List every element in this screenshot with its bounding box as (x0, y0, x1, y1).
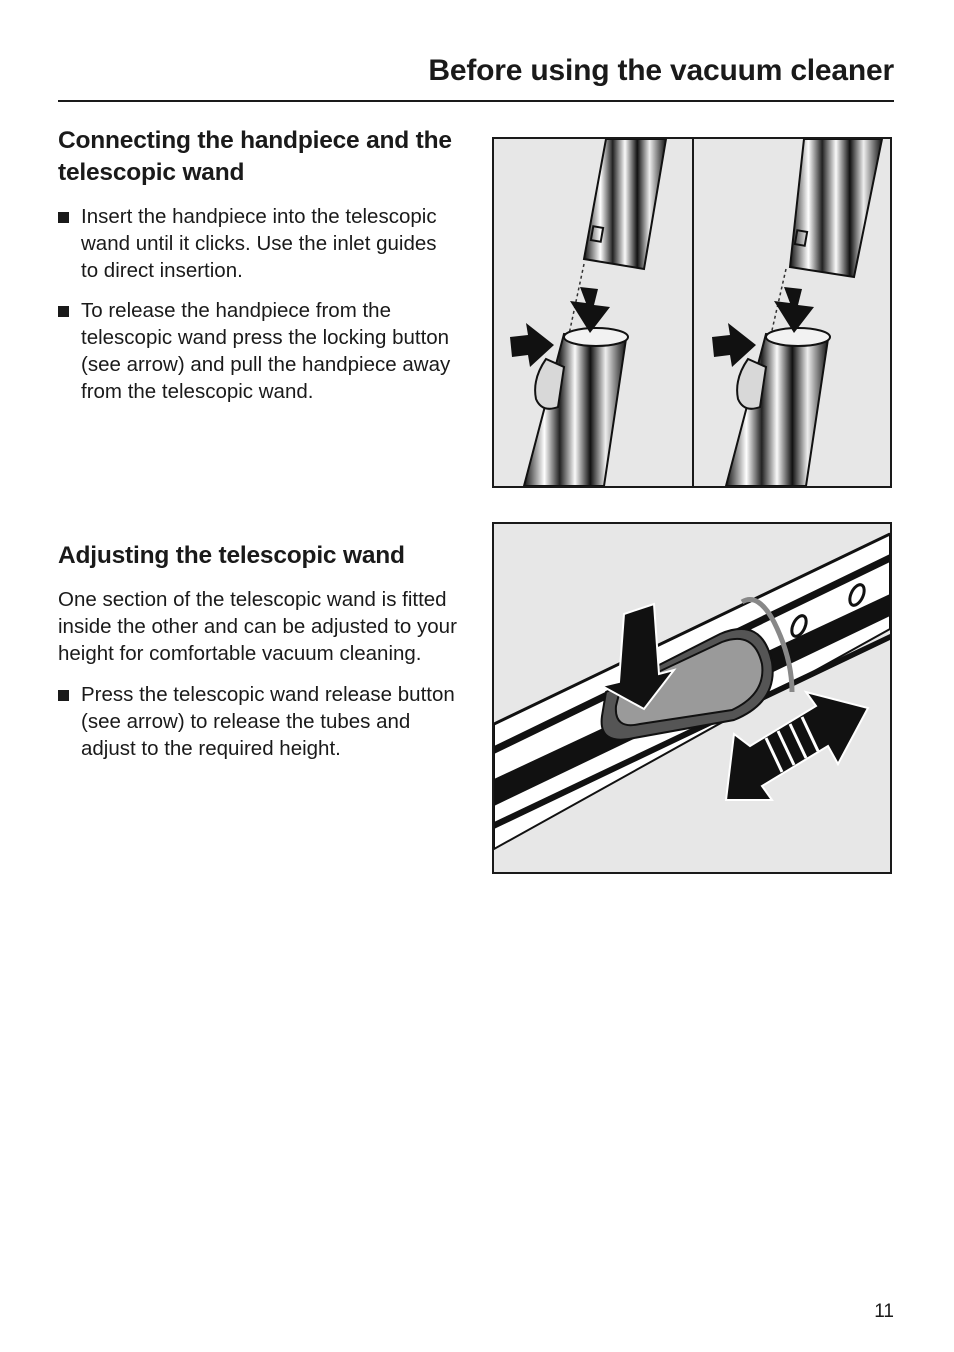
figure-handpiece-connection (492, 137, 892, 488)
panel-left (510, 139, 666, 486)
instruction-list-adjusting (58, 681, 458, 762)
instruction-list-connecting (58, 203, 458, 405)
section-connecting-handpiece (58, 125, 458, 418)
page-number: 11 (874, 1301, 894, 1322)
handpiece-illustration (494, 139, 890, 486)
arrow-down-icon (570, 287, 610, 333)
bullet-square-icon (58, 306, 69, 317)
list-item (58, 297, 458, 405)
list-item (58, 681, 458, 762)
instruction-text: Press the telescopic wand release button (see arrow) to release the tubes and adjust to the required height. (81, 683, 455, 760)
list-item (58, 203, 458, 284)
page-title: Before using the vacuum cleaner (428, 54, 894, 87)
panel-right (712, 139, 882, 486)
bullet-square-icon (58, 212, 69, 223)
instruction-text: To release the handpiece from the telescopic wand press the locking button (see arrow) and pull the handpiece away from the telescopic wand. (81, 299, 451, 403)
section-intro-text: One section of the telescopic wand is fitted inside the other and can be adjusted to your height for comfortable vacuum cleaning. (58, 588, 457, 665)
figure-telescopic-wand-adjust (492, 522, 892, 874)
handpiece-tube-icon (584, 139, 666, 269)
page-header (58, 50, 894, 102)
section-heading-adjusting: Adjusting the telescopic wand (58, 542, 405, 569)
section-heading-connecting: Connecting the handpiece and the telescopic wand (58, 127, 452, 186)
telescopic-wand-illustration (494, 524, 890, 872)
handpiece-tube-icon (790, 139, 882, 277)
section-adjusting-wand (58, 540, 458, 775)
instruction-text: Insert the handpiece into the telescopic wand until it clicks. Use the inlet guides to direct insertion. (81, 205, 437, 282)
bullet-square-icon (58, 690, 69, 701)
